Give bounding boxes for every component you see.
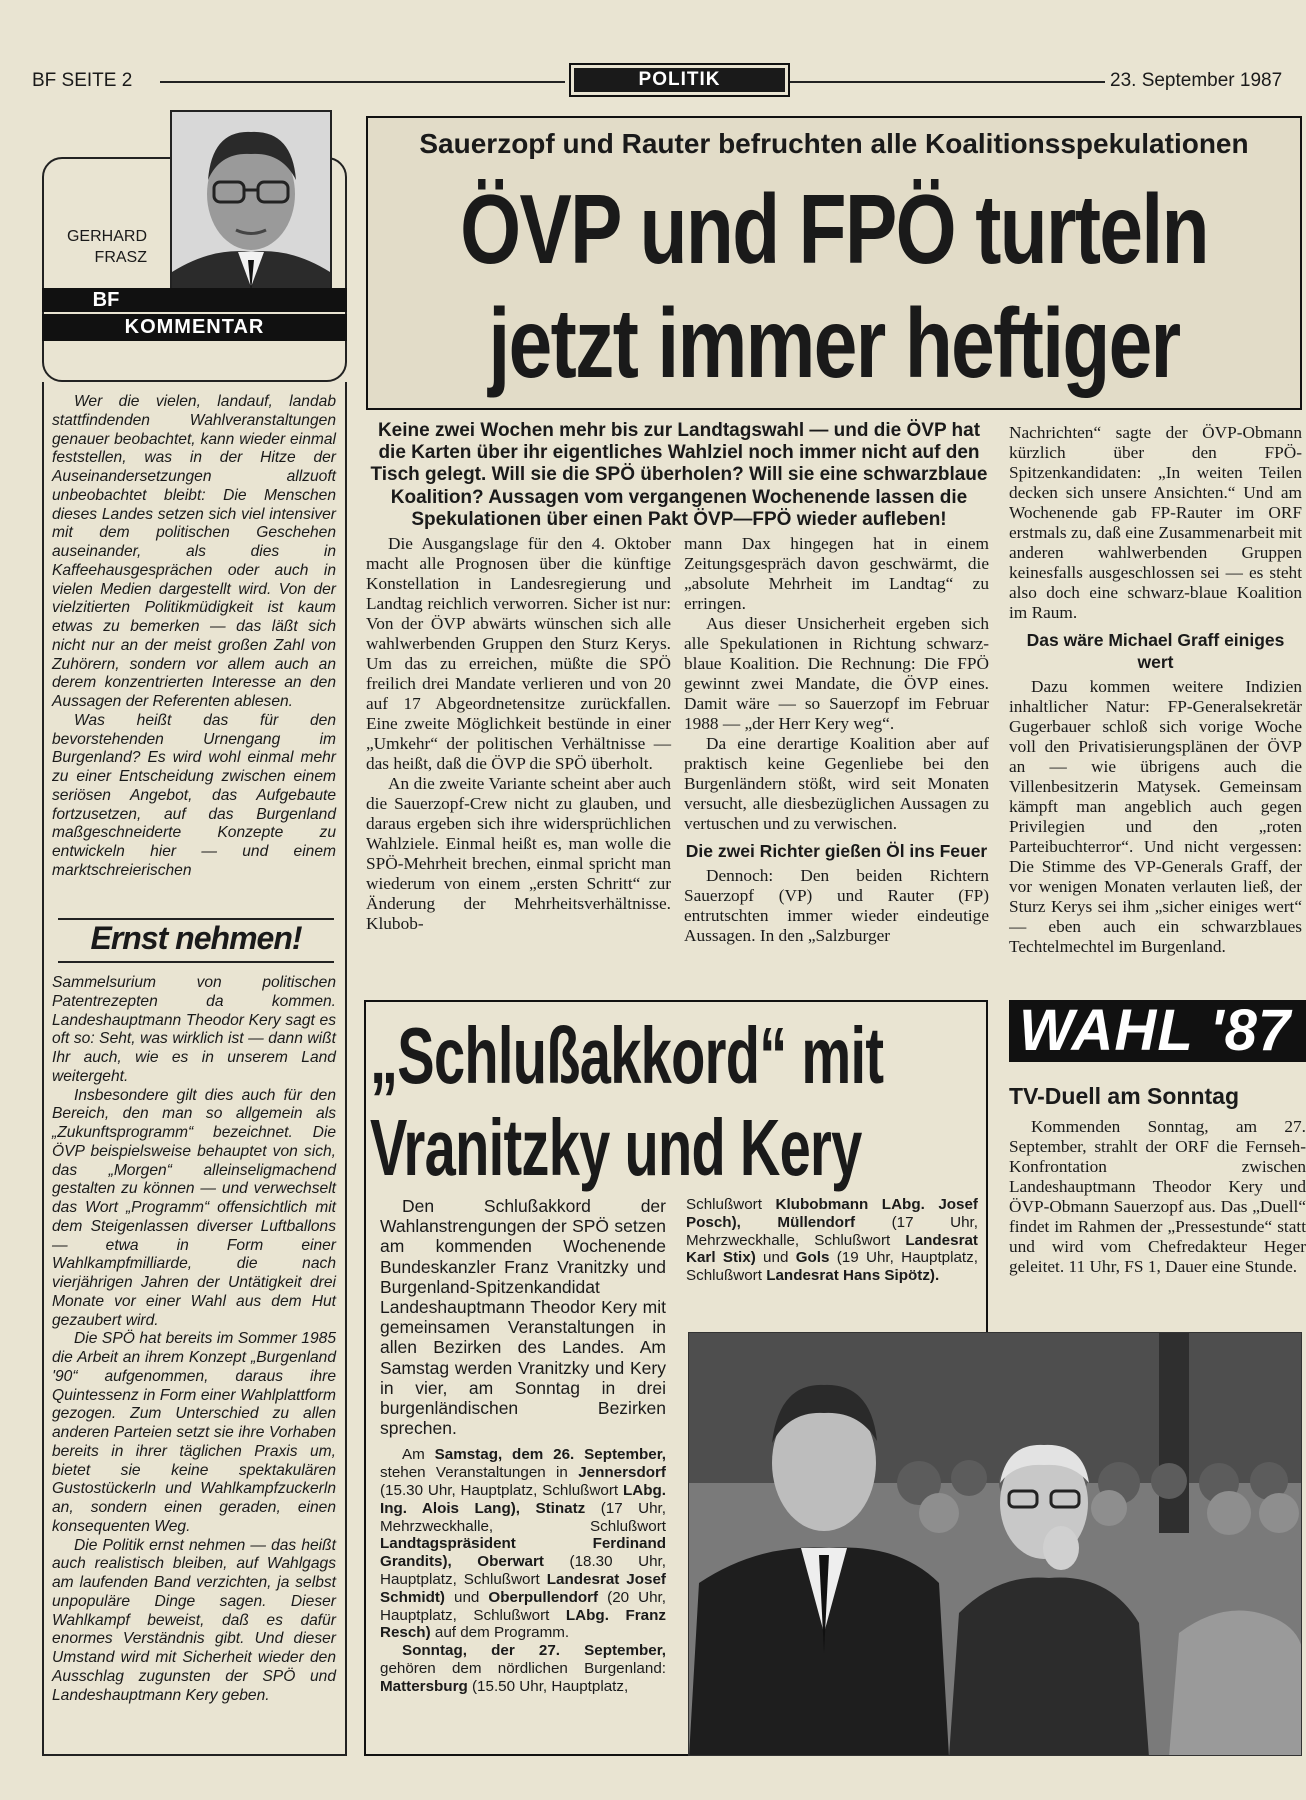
kommentar-paragraph: Sammelsurium von politischen Patentrezepten da kommen. Landeshauptmann Theodor Kery sagt es oft so: Seht, was wirklich ist — dann wißt Ihr auch, wie es in unserem Land weitergeht.	[52, 974, 336, 1085]
schedule-speaker: Landesrat Hans Sipötz).	[766, 1267, 940, 1285]
schlussakkord-lead: Den Schlußakkord der Wahlanstrengungen der SPÖ setzen am kommenden Wochenende Bundeskanzler Franz Vranitzky und Burgenland-Spitzenkandidat Landeshauptmann Theodor Kery mit gemeinsamen Veranstaltungen in allen Bezirken des Landes. Am Samstag werden Vranitzky und Kery in vier, am Sonntag in drei burgenländischen Bezirken sprechen.	[380, 1196, 666, 1439]
page-number: BF SEITE 2	[32, 70, 133, 91]
author-portrait	[170, 110, 332, 310]
article-subheading: Das wäre Michael Graff einiges wert	[1026, 630, 1285, 672]
schedule-day: Samstag, dem 26. September,	[434, 1446, 666, 1464]
article-column-2	[684, 534, 989, 946]
text-fragment: (17 Uhr, Mehrzweckhalle, Schlußwort	[380, 1499, 666, 1535]
schedule-place: Müllendorf	[777, 1213, 856, 1231]
schedule-speaker: Klubobmann LAbg. Josef Posch),	[686, 1196, 978, 1231]
kommentar-paragraph: Die SPÖ hat bereits im Sommer 1985 die Arbeit an ihrem Konzept „Burgenland '90“ aufgenommen, daraus ihre Quintessenz in Form einer Wahlplattform gezogen. Zum Unterschied zu allen anderen Parteien setzt sie ihre Vorhaben bereits in ihrer täglichen Praxis um, bietet sie keine spektakulären Gustostückerln und Wahlkampfzuckerln an, sondern einen geraden, einen konsequenten Weg.	[52, 1330, 336, 1535]
article-paragraph: mann Dax hingegen hat in einem Zeitungsgespräch davon geschwärmt, die „absolute Mehrheit im Landtag“ zu erringen.	[684, 534, 989, 613]
article-paragraph: Dennoch: Den beiden Richtern Sauerzopf (VP) und Rauter (FP) entrutschten immer wieder eindeutige Aussagen. In den „Salzburger	[684, 866, 989, 945]
text-fragment: (17 Uhr, Mehrzweckhalle, Schlußwort	[686, 1213, 978, 1249]
kommentar-paragraph: Wer die vielen, landauf, landab stattfindenden Wahlveranstaltungen genauer beobachtet, kann wieder einmal feststellen, was in der Hitze der Auseinandersetzungen allzuoft unbeobachtet bleibt: Die Menschen dieses Landes setzen sich viel intensiver mit dem politischen Geschehen auseinander, als dies in Kaffeehausgesprächen oder auch in vielen Medien dargestellt wird. Von der vielzitierten Politikmüdigkeit ist kaum etwas zu bemerken — das läßt sich nicht nur an der meist großen Zahl von Zuhörern, sondern vor allem auch an derem konzentrierten Interesse an den Aussagen der Referenten ablesen.	[52, 393, 336, 710]
article-lead: Keine zwei Wochen mehr bis zur Landtagswahl — und die ÖVP hat die Karten über ihr eigentliches Wahlziel noch immer nicht auf den Tisch gelegt. Will sie die SPÖ überholen? Will sie eine schwarzblaue Koalition? Aussagen vom vergangenen Wochenende lassen die Spekulationen über einen Pakt ÖVP—FPÖ wieder aufleben!	[370, 420, 988, 530]
schlussakkord-schedule	[380, 1446, 666, 1642]
schedule-speaker: Landesrat Josef Schmidt)	[380, 1571, 666, 1606]
article-column-1	[366, 534, 671, 934]
header-rule-right	[790, 81, 1105, 83]
wahl-paragraph: Kommenden Sonntag, am 27. September, strahlt der ORF die Fernseh-Konfrontation zwischen Landeshauptmann Theodor Kery und ÖVP-Obmann Sauerzopf aus. Das „Duell“ findet im Rahmen der „Pressestunde“ statt und wird vom Chefredakteur Heger geleitet. 11 Uhr, FS 1, Dauer eine Stunde.	[1009, 1117, 1306, 1276]
kommentar-paragraph: Insbesondere gilt dies auch für den Bereich, den man so allgemein als „Zukunftsprogramm“ bezeichnet. Die ÖVP beispielsweise behauptet von sich, das „Morgen“ alleinseligmachend gestalten zu können — und verwechselt das Wort „Programm“ offensichtlich mit dem Steigenlassen diverser Luftballons — etwa in Form einer Wahlkampfmilliarde, die nach vierjährigen Jahren der Untätigkeit drei Monate vor einer Wahl aus dem Hut gezaubert wird.	[52, 1086, 336, 1329]
section-rubric-label: POLITIK	[574, 68, 785, 92]
kommentar-subheading: Ernst nehmen!	[90, 920, 302, 956]
article-column-3	[1009, 423, 1302, 983]
text-fragment: und	[454, 1588, 480, 1606]
subheading-rule-bottom	[58, 961, 334, 963]
kommentar-text-continued	[52, 974, 336, 1705]
schedule-place: Oberwart	[477, 1553, 544, 1571]
text-fragment: Schlußwort	[686, 1196, 762, 1213]
text-fragment: und	[763, 1249, 789, 1267]
section-rubric	[569, 63, 790, 97]
text-fragment: gehören dem nördlichen Burgenland:	[380, 1660, 666, 1677]
wahl-text	[1009, 1117, 1306, 1307]
schedule-place: Stinatz	[535, 1499, 586, 1517]
schedule-place: Jennersdorf	[578, 1464, 666, 1482]
wahl-banner: WAHL '87	[1009, 1000, 1306, 1062]
text-fragment: (19 Uhr, Hauptplatz, Schlußwort	[686, 1249, 978, 1285]
text-fragment: auf dem Programm.	[434, 1624, 570, 1642]
wahl-title: TV-Duell am Sonntag	[1009, 1083, 1240, 1109]
author-name	[50, 226, 147, 268]
schedule-place: Gols	[795, 1249, 830, 1267]
schedule-day: Sonntag, der 27. September,	[402, 1642, 666, 1660]
author-portrait-image	[172, 112, 330, 308]
schedule-speaker: LAbg. Ing. Alois Lang),	[380, 1482, 666, 1517]
main-headline-line: jetzt immer heftiger	[488, 288, 1180, 398]
article-paragraph: An die zweite Variante scheint aber auch die Sauerzopf-Crew nicht zu glauben, und daraus ergeben sich ihre widersprüchlichen Wahlziele. Einmal heißt es, man wolle die SPÖ-Mehrheit brechen, einmal spricht man wiederum von einem „ersten Schritt“ zur Änderung der Mehrheitsverhältnisse. Klubob-	[366, 774, 671, 933]
issue-date: 23. September 1987	[1110, 70, 1283, 91]
author-first-name: GERHARD	[66, 228, 147, 245]
schlussakkord-headline	[370, 1010, 884, 1194]
kommentar-label: KOMMENTAR	[42, 314, 347, 341]
schlussakkord-headline-line: „Schlußakkord“ mit	[370, 1011, 884, 1100]
article-paragraph: Die Ausgangslage für den 4. Oktober macht alle Prognosen über die künftige Konstellation in Landesregierung und Landtag reichlich verworren. Sicher ist nur: Von der ÖVP abwärts wünschen sich alle wahlwerbenden Gruppen den Sturz Kerys. Um das zu erreichen, müßte die SPÖ freilich drei Mandate verlieren und von 20 auf 17 Abgeordnetensitze zurückfallen. Eine zweite Möglichkeit bestünde in einer „Umkehr“ der politischen Verhältnisse — das heißt, daß die ÖVP die SPÖ überholt.	[366, 534, 671, 773]
schedule-speaker: Landesrat Karl Stix)	[686, 1231, 978, 1267]
headline-kicker: Sauerzopf und Rauter befruchten alle Koalitionsspekulationen	[419, 128, 1249, 159]
schedule-place: Mattersburg	[380, 1677, 468, 1695]
text-fragment: stehen Veranstaltungen in	[380, 1464, 568, 1482]
article-paragraph: Da eine derartige Koalition aber auf praktisch keine Gegenliebe bei den Burgenländern stößt, wird seit Monaten versucht, alle diesbezüglichen Aussagen zu vertuschen und zu verwischen.	[684, 734, 989, 833]
kommentar-paragraph: Die Politik ernst nehmen — das heißt auch realistisch bleiben, auf Wahlgags am laufenden Band verzichten, ja selbst unpopuläre Dinge sagen. Dieser Wahlkampf beweist, daß es dafür enormes Verständnis gibt. Und dieser Umstand wird mit Sicherheit wieder den Ausschlag zugunsten der SPÖ und Landeshauptmann Kery geben.	[52, 1536, 336, 1704]
schlussakkord-column-1	[380, 1196, 666, 1696]
text-fragment: (18.30 Uhr, Hauptplatz, Schlußwort	[380, 1553, 666, 1589]
text-fragment: Am	[402, 1446, 425, 1464]
article-subheading: Die zwei Richter gießen Öl ins Feuer	[685, 841, 988, 861]
text-fragment: (15.30 Uhr, Hauptplatz, Schlußwort	[380, 1482, 619, 1500]
kommentar-paragraph: Was heißt das für den bevorstehenden Urnengang im Burgenland? Es wird wohl einmal mehr zu einer Entscheidung zwischen einem seriösen Angebot, das Aufgebaute fortzusetzen, auf das Burgenland maßgeschneiderte Konzepte zu entwickeln hier — und einem marktschreierischen	[52, 711, 336, 879]
schedule-speaker: Landtagspräsident Ferdinand Grandits),	[380, 1535, 666, 1571]
kommentar-text	[52, 393, 336, 881]
schlussakkord-schedule-sunday	[380, 1642, 666, 1695]
schlussakkord-headline-line: Vranitzky und Kery	[370, 1103, 862, 1192]
main-headline	[460, 172, 1209, 400]
schlussakkord-column-2	[686, 1196, 978, 1285]
schedule-place: Oberpullendorf	[488, 1588, 599, 1606]
text-fragment: (15.50 Uhr, Hauptplatz,	[472, 1677, 629, 1695]
author-last-name: FRASZ	[94, 249, 147, 266]
article-paragraph: Aus dieser Unsicherheit ergeben sich alle Spekulationen in Richtung schwarz-blaue Koalition. Die Rechnung: Die FPÖ gewinnt zwei Mandate, die ÖVP eines. Damit wäre — so Sauerzopf im Februar 1988 — „der Herr Kery weg“.	[684, 614, 989, 733]
article-paragraph: Dazu kommen weitere Indizien inhaltlicher Natur: FP-Generalsekretär Gugerbauer schloß sich vorige Woche voll den Privatisierungsplänen der ÖVP an — wie übrigens auch die Villenbesitzerin Matysek. Gemeinsam kämpft man angeblich auch gegen Privilegien und den „roten Parteibuchterror“. Und nicht vergessen: Die Stimme des VP-Generals Graff, der vor wenigen Monaten verlauten ließ, der Sturz Kerys sei ihm „sicher einiges wert“ — eben auch ein schwarzblaues Techtelmechtel im Burgenland.	[1009, 677, 1302, 956]
bf-label: BF	[92, 289, 120, 311]
bf-label-bar	[42, 288, 347, 312]
press-photo-image	[689, 1333, 1302, 1756]
header-rule-left	[160, 81, 565, 83]
press-photo	[688, 1332, 1302, 1756]
main-headline-line: ÖVP und FPÖ turteln	[460, 174, 1208, 284]
text-fragment: (20 Uhr, Hauptplatz, Schlußwort	[380, 1588, 666, 1624]
article-paragraph: Nachrichten“ sagte der ÖVP-Obmann kürzlich über den FPÖ-Spitzenkandidaten: „In weiten Teilen decken sich unsere Ansichten.“ Und am Wochenende gab FP-Rauter im ORF erstmals zu, daß eine Zusammenarbeit mit anderen wahlwerbenden Gruppen keinesfalls ausgeschlossen sei — es steht also doch eine schwarz-blaue Koalition im Raum.	[1009, 423, 1302, 622]
schedule-speaker: LAbg. Franz Resch)	[380, 1606, 666, 1642]
